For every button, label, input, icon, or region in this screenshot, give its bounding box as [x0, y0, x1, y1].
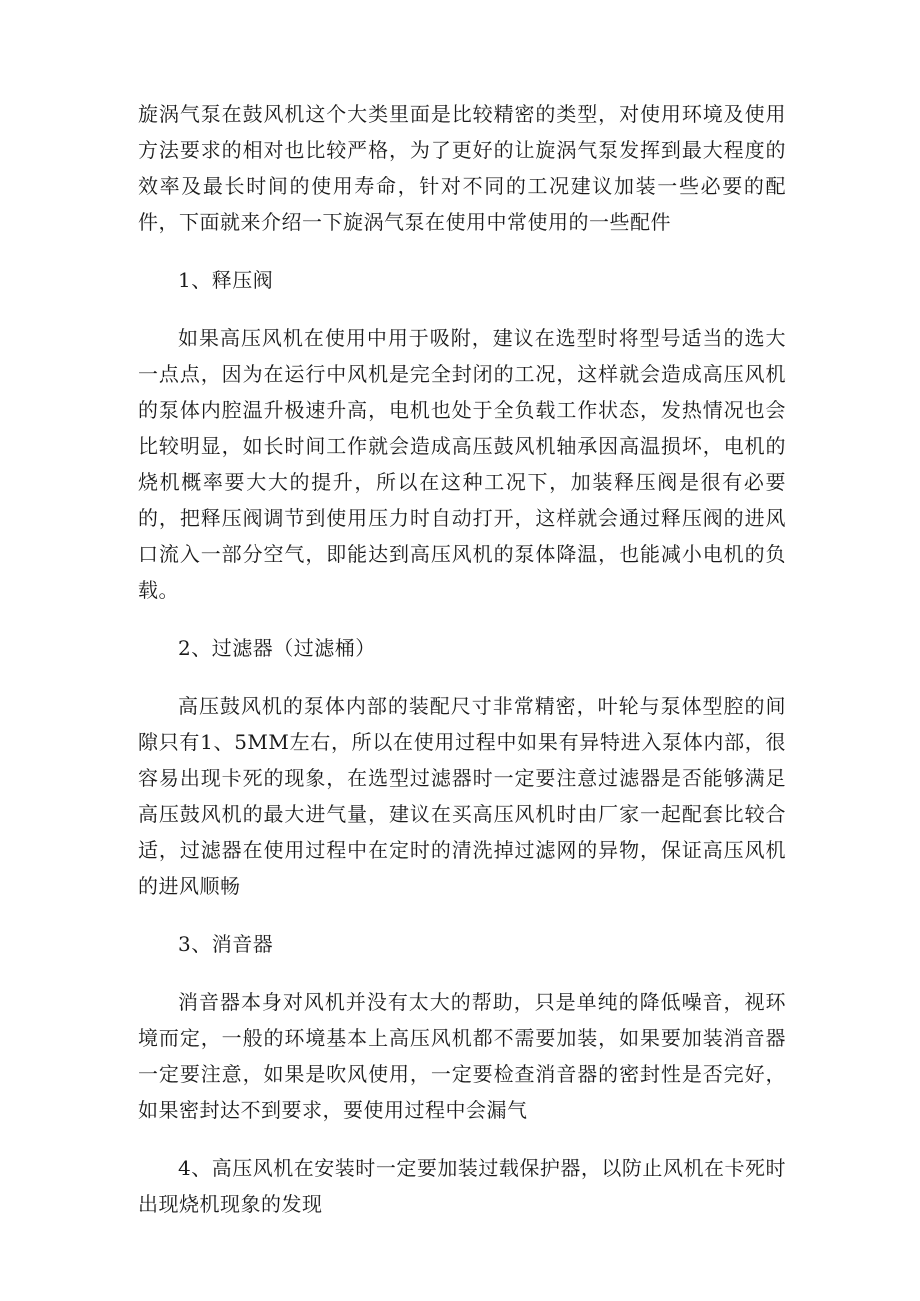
section-body-filter: 高压鼓风机的泵体内部的装配尺寸非常精密，叶轮与泵体型腔的间隙只有1、5MM左右，所以在使用过程中如果有异特进入泵体内部，很容易出现卡死的现象，在选型过滤器时一定要注意过滤器是否能够满足高压鼓风机的最大进气量，建议在买高压风机时由厂家一起配套比较合适，过滤器在使用过程中在定时的清洗掉过滤网的异物，保证高压风机的进风顺畅 — [138, 694, 786, 898]
section-body-muffler: 消音器本身对风机并没有太大的帮助，只是单纯的降低噪音，视环境而定，一般的环境基本上高压风机都不需要加装，如果要加装消音器一定要注意，如果是吹风使用，一定要检查消音器的密封性是否完好，如果密封达不到要求，要使用过程中会漏气 — [138, 990, 786, 1122]
section-heading-pressure-relief-valve: 1、释压阀 — [178, 268, 274, 292]
section-heading-filter: 2、过滤器（过滤桶） — [178, 636, 376, 660]
intro-paragraph: 旋涡气泵在鼓风机这个大类里面是比较精密的类型，对使用环境及使用方法要求的相对也比较严格，为了更好的让旋涡气泵发挥到最大程度的效率及最长时间的使用寿命，针对不同的工况建议加装一些必要的配件，下面就来介绍一下旋涡气泵在使用中常使用的一些配件 — [138, 102, 786, 234]
section-overload-protector: 4、高压风机在安装时一定要加装过载保护器，以防止风机在卡死时出现烧机现象的发现 — [138, 1156, 786, 1216]
section-heading-muffler: 3、消音器 — [178, 932, 274, 956]
section-body-pressure-relief-valve: 如果高压风机在使用中用于吸附，建议在选型时将型号适当的选大一点点，因为在运行中风机是完全封闭的工况，这样就会造成高压风机的泵体内腔温升极速升高，电机也处于全负载工作状态，发热情况也会比较明显，如长时间工作就会造成高压鼓风机轴承因高温损坏，电机的烧机概率要大大的提升，所以在这种工况下，加装释压阀是很有必要的，把释压阀调节到使用压力时自动打开，这样就会通过释压阀的进风口流入一部分空气，即能达到高压风机的泵体降温，也能减小电机的负载。 — [138, 326, 786, 602]
document-body — [138, 96, 786, 1244]
